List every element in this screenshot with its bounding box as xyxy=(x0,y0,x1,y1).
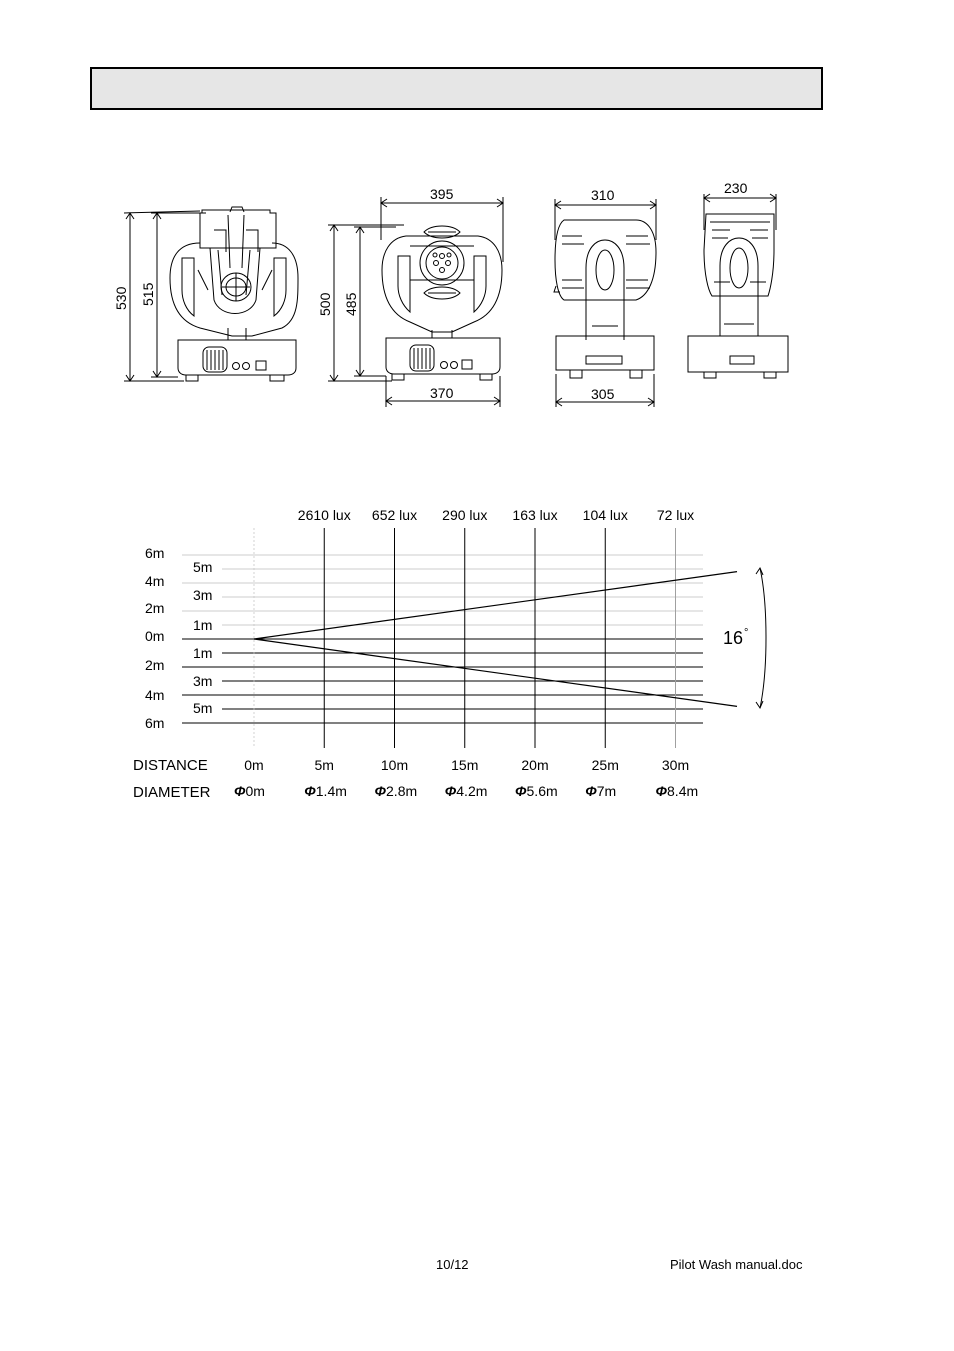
horizontal-grid xyxy=(182,555,703,723)
left-axis-labels xyxy=(145,545,164,731)
left-axis-label: 2m xyxy=(145,657,165,673)
left-axis-label: 4m xyxy=(145,687,165,703)
distance-value: 15m xyxy=(451,757,479,773)
diameter-value: Φ1.4m xyxy=(304,783,347,799)
inner-axis-label: 3m xyxy=(193,673,213,689)
beam-angle-unit: ° xyxy=(744,627,749,639)
front-view-fixture xyxy=(170,207,298,381)
diameter-value: Φ7m xyxy=(585,783,617,799)
inner-axis-label: 3m xyxy=(193,587,213,603)
dimension-drawings xyxy=(124,194,788,407)
diameter-title: DIAMETER xyxy=(133,784,211,801)
lux-label: 72 lux xyxy=(656,507,695,523)
diameter-value: Φ5.6m xyxy=(515,783,558,799)
diameter-value: Φ8.4m xyxy=(655,783,699,799)
inner-axis-label: 5m xyxy=(193,700,213,716)
back-view-fixture xyxy=(688,214,788,378)
footer-document-name: Pilot Wash manual.doc xyxy=(670,1257,803,1272)
back-width-top-label: 230 xyxy=(724,180,748,196)
lux-label: 652 lux xyxy=(371,507,418,523)
distance-value: 0m xyxy=(244,757,264,773)
front-height-body-label: 515 xyxy=(140,282,156,306)
rear-width-top-label: 395 xyxy=(430,186,454,202)
lux-label: 2610 lux xyxy=(297,507,351,523)
distance-values xyxy=(244,757,689,773)
back-view-dimension-lines xyxy=(704,194,776,230)
rear-height-overall-label: 500 xyxy=(317,292,333,316)
beam-edge-upper xyxy=(254,572,737,639)
diameter-value: Φ2.8m xyxy=(374,783,418,799)
lux-labels xyxy=(298,507,694,523)
front-height-overall-label: 530 xyxy=(113,286,129,310)
diameter-value: Φ0m xyxy=(234,783,265,799)
left-axis-label: 2m xyxy=(145,600,165,616)
left-axis-label: 6m xyxy=(145,715,165,731)
side-view-fixture xyxy=(554,220,656,378)
distance-value: 10m xyxy=(380,757,409,773)
diameter-value: Φ4.2m xyxy=(444,783,488,799)
beam-chart xyxy=(133,507,766,801)
beam-angle-arrow-bottom xyxy=(756,701,763,708)
lux-label: 163 lux xyxy=(512,507,558,523)
inner-axis-label: 5m xyxy=(193,559,213,575)
left-axis-label: 6m xyxy=(145,545,165,561)
beam-angle-label: 16 xyxy=(723,628,744,648)
beam-edge-lower xyxy=(254,639,737,706)
distance-value: 30m xyxy=(661,757,690,773)
distance-value: 20m xyxy=(521,757,549,773)
footer-page-number: 10/12 xyxy=(436,1257,469,1272)
beam-angle-arrow-top xyxy=(756,568,763,575)
rear-view-fixture xyxy=(382,226,502,380)
side-width-top-label: 310 xyxy=(591,187,615,203)
distance-value: 25m xyxy=(591,757,619,773)
rear-height-body-label: 485 xyxy=(343,292,359,316)
lux-label: 290 lux xyxy=(442,507,488,523)
inner-axis-label: 1m xyxy=(193,617,213,633)
left-axis-label: 0m xyxy=(145,628,165,644)
rear-width-base-label: 370 xyxy=(430,385,454,401)
lux-label: 104 lux xyxy=(582,507,628,523)
distance-title: DISTANCE xyxy=(133,757,208,774)
inner-axis-labels xyxy=(193,559,212,716)
side-width-base-label: 305 xyxy=(591,386,615,402)
left-axis-label: 4m xyxy=(145,573,165,589)
beam-angle-arc xyxy=(760,568,766,708)
inner-axis-label: 1m xyxy=(193,645,213,661)
distance-value: 5m xyxy=(314,757,334,773)
diameter-values xyxy=(234,783,698,799)
vertical-grid xyxy=(254,528,676,748)
